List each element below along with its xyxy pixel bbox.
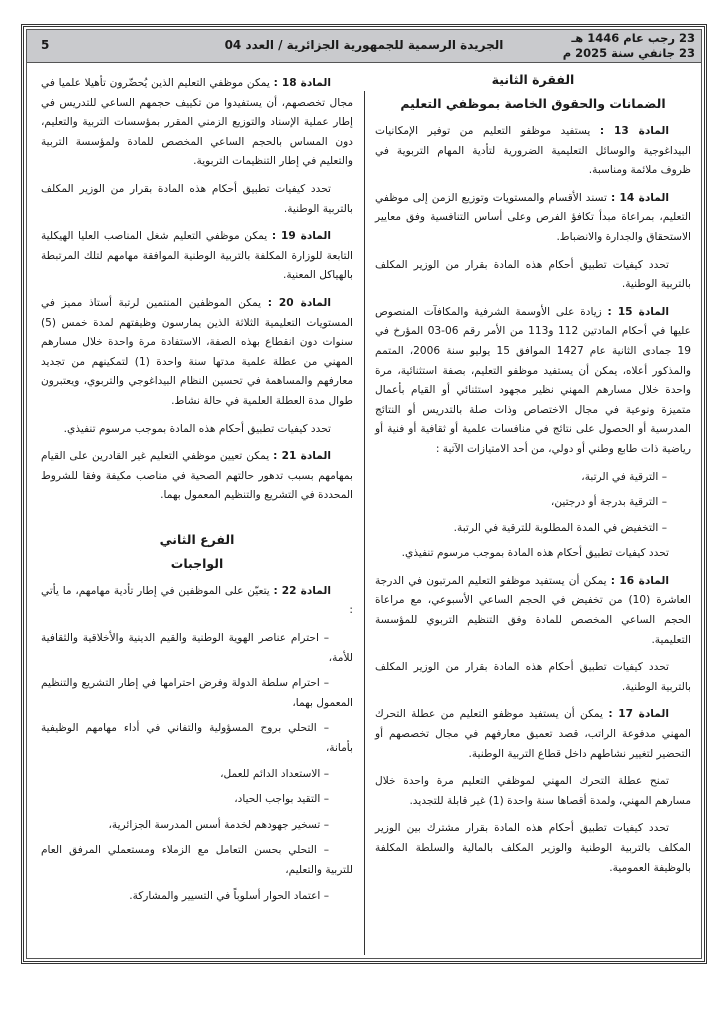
article-text: يمكن أن يستفيد موظفو التعليم من عطلة التحرك المهني مدفوعة الراتب، قصد تعميق معارفهم في مجال تخصصهم أو التحضير لتغيير نشاطهم داخل قطاع التربية الوطنية.	[375, 708, 691, 760]
article-text: يمكن تعيين موظفي التعليم غير القادرين على القيام بمهامهم بسبب تدهور حالتهم الصحية في مناصب مكيفة وفقا للشروط المحددة في التشريع والتنظيم المعمول بهما.	[41, 450, 353, 502]
article-label: المادة 20 :	[267, 296, 331, 309]
article-13	[375, 122, 691, 181]
article-label: المادة 16 :	[610, 574, 669, 587]
article-22	[41, 582, 353, 621]
gregorian-date: 23 جانفي سنة 2025 م	[562, 46, 695, 60]
article-15-implementation: تحدد كيفيات تطبيق أحكام هذه المادة بموجب مرسوم تنفيذي.	[401, 547, 669, 560]
article-16-implementation: تحدد كيفيات تطبيق أحكام هذه المادة بقرار من الوزير المكلف بالتربية الوطنية.	[375, 661, 691, 693]
column-divider	[364, 91, 365, 955]
section-title: الفرع الثاني	[159, 531, 235, 547]
gazette-title: الجريدة الرسمية للجمهورية الجزائرية / العدد 04	[224, 38, 504, 52]
article-label: المادة 17 :	[608, 708, 669, 721]
article-18	[41, 74, 353, 172]
article-20	[41, 294, 353, 412]
page-frame-inner	[26, 29, 702, 959]
article-label: المادة 19 :	[271, 230, 331, 243]
article-label: المادة 15 :	[607, 305, 669, 318]
list-item: – احترام عناصر الهوية الوطنية والقيم الدينية والأخلاقية والثقافية للأمة،	[41, 632, 353, 664]
section-subtitle: الواجبات	[170, 555, 224, 571]
article-label: المادة 21 :	[273, 450, 331, 463]
list-item: – التقيد بواجب الحياد،	[234, 793, 329, 806]
list-item: – الاستعداد الدائم للعمل،	[220, 767, 329, 780]
article-17	[375, 705, 691, 764]
page-frame	[21, 24, 707, 964]
article-text: تسند الأقسام والمستويات وتوزيع الزمن إلى موظفي التعليم، بمراعاة مبدأ تكافؤ الفرص وعلى أساس التنافسية وفق معايير الاستحقاق والجدارة والانضباط.	[375, 191, 691, 243]
article-text: يمكن الموظفين المنتمين لرتبة أستاذ مميز في المستويات التعليمية الثلاثة الذين يمارسون وظيفتهم لمدة خمس (5) سنوات دون انقطاع بهذه الصفة، الاستفادة مرة واحدة خلال مسارهم المهني من عطلة علمية مدتها سنة واحدة (1) لتمكينهم من تجديد معارفهم والمساهمة في تحسين النظام البيداغوجي والتربوي، ويعتبرون طوال مدة العطلة العلمية في حالة نشاط.	[41, 296, 353, 407]
article-text: يمكن أن يستفيد موظفو التعليم المرتبون في الدرجة العاشرة (10) من تخفيض في الحجم الساعي الأسبوعي، مع مراعاة الحجم الساعي المخصص للمادة وفق التنظيم التربوي للمؤسسة التعليمية.	[375, 574, 691, 646]
article-label: المادة 13 :	[599, 125, 669, 137]
article-label: المادة 22 :	[273, 584, 331, 597]
article-21	[41, 447, 353, 506]
article-20-implementation: تحدد كيفيات تطبيق أحكام هذه المادة بموجب مرسوم تنفيذي.	[63, 422, 331, 435]
gazette-header	[27, 30, 701, 63]
section-subtitle: الضمانات والحقوق الخاصة بموظفي التعليم	[400, 96, 666, 111]
article-17-implementation: تحدد كيفيات تطبيق أحكام هذه المادة بقرار مشترك بين الوزير المكلف بالتربية الوطنية والوزير المكلف بالمالية والسلطة المكلفة بالوظيفة العمومية.	[375, 822, 691, 874]
list-item: – التخفيض في المدة المطلوبة للترقية في الرتبة.	[453, 521, 667, 534]
article-label: المادة 18 :	[273, 77, 331, 89]
hijri-date: 23 رجب عام 1446 هـ	[571, 31, 695, 45]
article-text: زيادة على الأوسمة الشرفية والمكافآت المنصوص عليها في أحكام المادتين 112 و113 من الأمر رقم 06-03 المؤرخ في 19 جمادى الثانية عام 1427 الموافق 15 يوليو سنة 2006، المتمم والمذكور أعلاه، يمكن أن يستفيد موظفو التعليم، بصفة استثنائية، مرة واحدة خلال مسارهم المهني نظير مجهود استثنائي أو القيام بأعمال متميزة ونوعية في مجال الاختصاص وذات صلة بالتدريس أو النتائج المدرسية أو الحصول على نتائج في منافسات علمية أو ثقافية أو فنية أو رياضية ذات طابع وطني أو دولي، من أحد الامتيازات الآتية :	[375, 305, 691, 455]
article-14-implementation: تحدد كيفيات تطبيق أحكام هذه المادة بقرار من الوزير المكلف بالتربية الوطنية.	[375, 258, 691, 291]
article-15	[375, 303, 691, 460]
list-item: – احترام سلطة الدولة وفرض احترامها في إطار التشريع والتنظيم المعمول بهما،	[41, 677, 353, 709]
list-item: – اعتماد الحوار أسلوباً في التسيير والمشاركة.	[129, 889, 329, 902]
article-text: يتعيّن على الموظفين في إطار تأدية مهامهم، ما يأتي :	[41, 584, 353, 617]
article-17-paragraph-2: تمنح عطلة التحرك المهني لموظفي التعليم مرة واحدة خلال مسارهم المهني، ولمدة أقصاها سنة واحدة (1) غير قابلة للتجديد.	[375, 775, 691, 807]
article-16	[375, 572, 691, 650]
list-item: – التحلي بروح المسؤولية والتفاني في أداء مهامهم الوظيفية بأمانة،	[41, 722, 353, 755]
list-item: – الترقية في الرتبة،	[581, 470, 667, 483]
article-14	[375, 189, 691, 248]
article-text: يمكن موظفي التعليم شغل المناصب العليا الهيكلية التابعة للوزارة المكلفة بالتربية الوطنية الموافقة مهامهم لتلك المرتبطة بالهياكل المعنية.	[41, 230, 353, 282]
list-item: – الترقية بدرجة أو درجتين،	[550, 496, 667, 509]
article-label: المادة 14 :	[610, 191, 669, 204]
right-column	[375, 70, 691, 886]
article-19	[41, 227, 353, 286]
list-item: – التحلي بحسن التعامل مع الزملاء ومستعملي المرفق العام للتربية والتعليم،	[41, 844, 353, 876]
section-spacer	[41, 514, 353, 530]
article-text: يمكن موظفي التعليم الذين يُحضّرون تأهيلا علميا في مجال تخصصهم، أن يستفيدوا من تكييف حجمهم الساعي للتدريس في إطار عملية الإسناد والتوزيع الزمني المقرر بمؤسسات التربية والتعليم، دون المساس بالحجم الساعي المخصص للمادة ولمؤسسة التربية والتعليم في إطار التنظيمات التربوية.	[41, 77, 353, 168]
page-number: 5	[41, 38, 50, 52]
list-item: – تسخير جهودهم لخدمة أسس المدرسة الجزائرية،	[108, 818, 329, 831]
left-column	[41, 74, 353, 912]
section-title: الفقرة الثانية	[491, 72, 575, 87]
article-18-implementation: تحدد كيفيات تطبيق أحكام هذه المادة بقرار من الوزير المكلف بالتربية الوطنية.	[41, 182, 353, 215]
article-text: يستفيد موظفو التعليم من توفير الإمكانيات البيداغوجية والوسائل التعليمية الضرورية لتأدية المهام التربوية في ظروف ملائمة ومناسبة.	[375, 125, 691, 177]
